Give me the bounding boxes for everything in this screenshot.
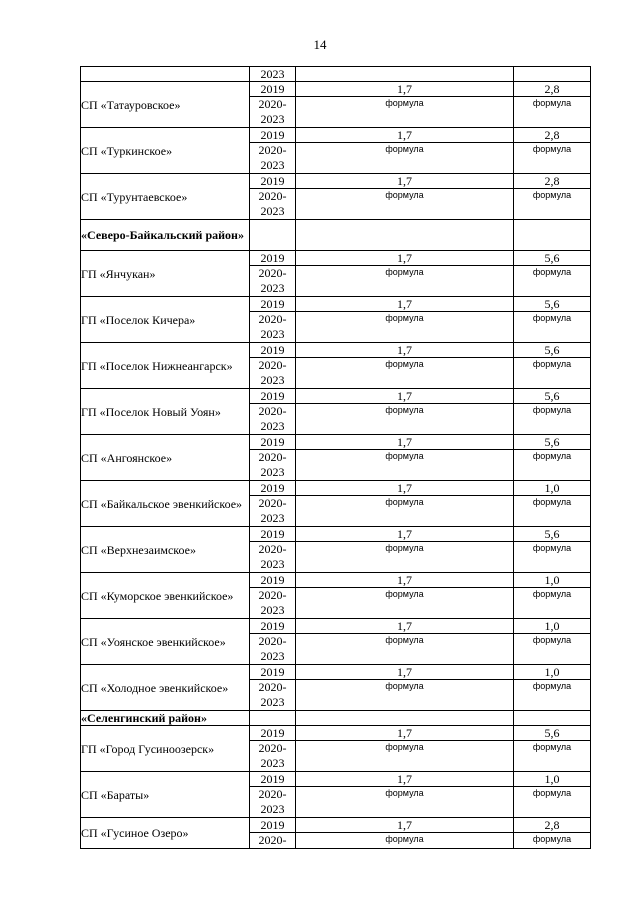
year-range-start: 2020- <box>258 588 287 602</box>
table-row <box>81 481 591 496</box>
year-range-start: 2020- <box>258 358 287 372</box>
table-row <box>81 297 591 312</box>
year-range-cell <box>250 833 296 849</box>
municipality-name: СП «Гусиное Озеро» <box>81 818 250 849</box>
year-cell: 2019 <box>250 527 296 542</box>
value-cell: 5,6 <box>514 527 591 542</box>
empty-cell <box>250 711 296 726</box>
formula-cell: формула <box>514 588 591 619</box>
value-cell: 1,7 <box>296 619 514 634</box>
formula-cell: формула <box>296 450 514 481</box>
municipality-name: ГП «Поселок Кичера» <box>81 297 250 343</box>
formula-cell: формула <box>296 634 514 665</box>
year-cell: 2019 <box>250 573 296 588</box>
year-range-end: 2023 <box>260 112 285 126</box>
formula-cell: формула <box>296 680 514 711</box>
municipality-name: СП «Турунтаевское» <box>81 174 250 220</box>
empty-cell <box>514 220 591 251</box>
value-cell: 1,7 <box>296 665 514 680</box>
municipality-name: ГП «Поселок Нижнеангарск» <box>81 343 250 389</box>
year-cell: 2019 <box>250 389 296 404</box>
section-header: «Северо-Байкальский район» <box>81 220 250 251</box>
municipality-name: СП «Ангоянское» <box>81 435 250 481</box>
year-cell: 2019 <box>250 174 296 189</box>
year-range-start: 2020- <box>258 189 287 203</box>
year-range-cell <box>250 266 296 297</box>
municipality-name: СП «Татауровское» <box>81 82 250 128</box>
formula-cell: формула <box>296 143 514 174</box>
formula-cell: формула <box>514 312 591 343</box>
value-cell: 5,6 <box>514 435 591 450</box>
year-range-cell <box>250 680 296 711</box>
formula-cell: формула <box>514 143 591 174</box>
section-header: «Селенгинский район» <box>81 711 250 726</box>
value-cell: 5,6 <box>514 297 591 312</box>
formula-cell: формула <box>296 833 514 849</box>
year-range-cell <box>250 634 296 665</box>
year-range-cell <box>250 741 296 772</box>
year-range-start: 2020- <box>258 634 287 648</box>
value-cell: 1,7 <box>296 573 514 588</box>
year-range-cell <box>250 787 296 818</box>
table-row <box>81 619 591 634</box>
year-range-end: 2023 <box>260 649 285 663</box>
formula-cell: формула <box>514 404 591 435</box>
year-range-start: 2020- <box>258 833 287 847</box>
value-cell: 2,8 <box>514 128 591 143</box>
year-range-start: 2020- <box>258 542 287 556</box>
formula-cell: формула <box>514 741 591 772</box>
table-row <box>81 772 591 787</box>
year-range-end: 2023 <box>260 511 285 525</box>
year-range-end: 2023 <box>260 603 285 617</box>
value-cell: 2,8 <box>514 82 591 97</box>
year-cell: 2019 <box>250 665 296 680</box>
value-cell: 5,6 <box>514 726 591 741</box>
table-row <box>81 726 591 741</box>
formula-cell: формула <box>296 358 514 389</box>
table-row <box>81 174 591 189</box>
empty-cell <box>250 220 296 251</box>
year-range-end: 2023 <box>260 204 285 218</box>
year-range-end: 2023 <box>260 419 285 433</box>
value-cell: 1,0 <box>514 481 591 496</box>
year-cell: 2019 <box>250 726 296 741</box>
year-cell: 2023 <box>250 67 296 82</box>
year-range-start: 2020- <box>258 787 287 801</box>
municipality-name: СП «Байкальское эвенкийское» <box>81 481 250 527</box>
table-row <box>81 573 591 588</box>
formula-cell: формула <box>296 404 514 435</box>
formula-cell: формула <box>514 189 591 220</box>
year-cell: 2019 <box>250 297 296 312</box>
year-range-start: 2020- <box>258 450 287 464</box>
municipality-name: СП «Холодное эвенкийское» <box>81 665 250 711</box>
value-cell: 1,7 <box>296 251 514 266</box>
year-range-end: 2023 <box>260 465 285 479</box>
year-range-end: 2023 <box>260 373 285 387</box>
value-cell <box>514 67 591 82</box>
formula-cell: формула <box>514 833 591 849</box>
empty-cell <box>296 220 514 251</box>
year-cell: 2019 <box>250 481 296 496</box>
year-range-cell <box>250 588 296 619</box>
formula-cell: формула <box>514 450 591 481</box>
formula-cell: формула <box>296 542 514 573</box>
year-range-end: 2023 <box>260 695 285 709</box>
section-header-row <box>81 711 591 726</box>
year-range-start: 2020- <box>258 404 287 418</box>
year-range-start: 2020- <box>258 680 287 694</box>
name-cell <box>81 67 250 82</box>
table-row <box>81 389 591 404</box>
table-row <box>81 665 591 680</box>
year-range-cell <box>250 312 296 343</box>
table-row <box>81 82 591 97</box>
formula-cell: формула <box>296 496 514 527</box>
value-cell: 1,7 <box>296 772 514 787</box>
year-cell: 2019 <box>250 251 296 266</box>
year-range-cell <box>250 143 296 174</box>
formula-cell: формула <box>296 97 514 128</box>
value-cell: 2,8 <box>514 818 591 833</box>
formula-cell: формула <box>296 266 514 297</box>
municipality-name: СП «Уоянское эвенкийское» <box>81 619 250 665</box>
year-range-end: 2023 <box>260 281 285 295</box>
year-range-cell <box>250 450 296 481</box>
formula-cell: формула <box>296 588 514 619</box>
value-cell: 1,7 <box>296 818 514 833</box>
municipality-name: СП «Верхнезаимское» <box>81 527 250 573</box>
value-cell: 1,7 <box>296 435 514 450</box>
formula-cell: формула <box>514 97 591 128</box>
formula-cell: формула <box>514 634 591 665</box>
table-row <box>81 435 591 450</box>
year-range-end: 2023 <box>260 802 285 816</box>
year-cell: 2019 <box>250 82 296 97</box>
year-cell: 2019 <box>250 772 296 787</box>
formula-cell: формула <box>514 496 591 527</box>
data-table <box>80 66 591 849</box>
value-cell: 1,7 <box>296 389 514 404</box>
year-range-start: 2020- <box>258 496 287 510</box>
formula-cell: формула <box>514 266 591 297</box>
empty-cell <box>514 711 591 726</box>
year-range-start: 2020- <box>258 312 287 326</box>
municipality-name: СП «Бараты» <box>81 772 250 818</box>
year-range-cell <box>250 358 296 389</box>
year-range-cell <box>250 542 296 573</box>
table-row <box>81 251 591 266</box>
year-range-start: 2020- <box>258 741 287 755</box>
formula-cell: формула <box>514 787 591 818</box>
page-number: 14 <box>313 37 327 52</box>
value-cell: 1,0 <box>514 573 591 588</box>
value-cell: 1,0 <box>514 665 591 680</box>
formula-cell: формула <box>296 312 514 343</box>
value-cell: 1,0 <box>514 619 591 634</box>
municipality-name: СП «Туркинское» <box>81 128 250 174</box>
year-range-end: 2023 <box>260 557 285 571</box>
value-cell: 5,6 <box>514 343 591 358</box>
year-range-end: 2023 <box>260 158 285 172</box>
formula-cell: формула <box>514 542 591 573</box>
table-row <box>81 343 591 358</box>
section-header-row <box>81 220 591 251</box>
value-cell: 1,7 <box>296 481 514 496</box>
year-range-end: 2023 <box>260 756 285 770</box>
table-row <box>81 527 591 542</box>
year-cell: 2019 <box>250 818 296 833</box>
year-range-start: 2020- <box>258 97 287 111</box>
year-range-start: 2020- <box>258 266 287 280</box>
municipality-name: ГП «Город Гусиноозерск» <box>81 726 250 772</box>
municipality-name: ГП «Поселок Новый Уоян» <box>81 389 250 435</box>
value-cell: 1,0 <box>514 772 591 787</box>
formula-cell: формула <box>514 358 591 389</box>
year-range-cell <box>250 97 296 128</box>
value-cell: 2,8 <box>514 174 591 189</box>
value-cell: 1,7 <box>296 297 514 312</box>
year-range-cell <box>250 404 296 435</box>
year-cell: 2019 <box>250 435 296 450</box>
formula-cell: формула <box>296 189 514 220</box>
value-cell: 1,7 <box>296 82 514 97</box>
value-cell: 1,7 <box>296 726 514 741</box>
year-cell: 2019 <box>250 619 296 634</box>
value-cell: 1,7 <box>296 527 514 542</box>
value-cell <box>296 67 514 82</box>
year-range-end: 2023 <box>260 327 285 341</box>
year-range-cell <box>250 189 296 220</box>
municipality-name: ГП «Янчукан» <box>81 251 250 297</box>
year-cell: 2019 <box>250 343 296 358</box>
formula-cell: формула <box>296 787 514 818</box>
formula-cell: формула <box>296 741 514 772</box>
value-cell: 1,7 <box>296 343 514 358</box>
value-cell: 1,7 <box>296 128 514 143</box>
year-range-cell <box>250 496 296 527</box>
value-cell: 1,7 <box>296 174 514 189</box>
value-cell: 5,6 <box>514 251 591 266</box>
value-cell: 5,6 <box>514 389 591 404</box>
year-range-start: 2020- <box>258 143 287 157</box>
municipality-name: СП «Куморское эвенкийское» <box>81 573 250 619</box>
year-cell: 2019 <box>250 128 296 143</box>
table-row <box>81 818 591 833</box>
formula-cell: формула <box>514 680 591 711</box>
empty-cell <box>296 711 514 726</box>
table-row <box>81 128 591 143</box>
table-row <box>81 67 591 82</box>
